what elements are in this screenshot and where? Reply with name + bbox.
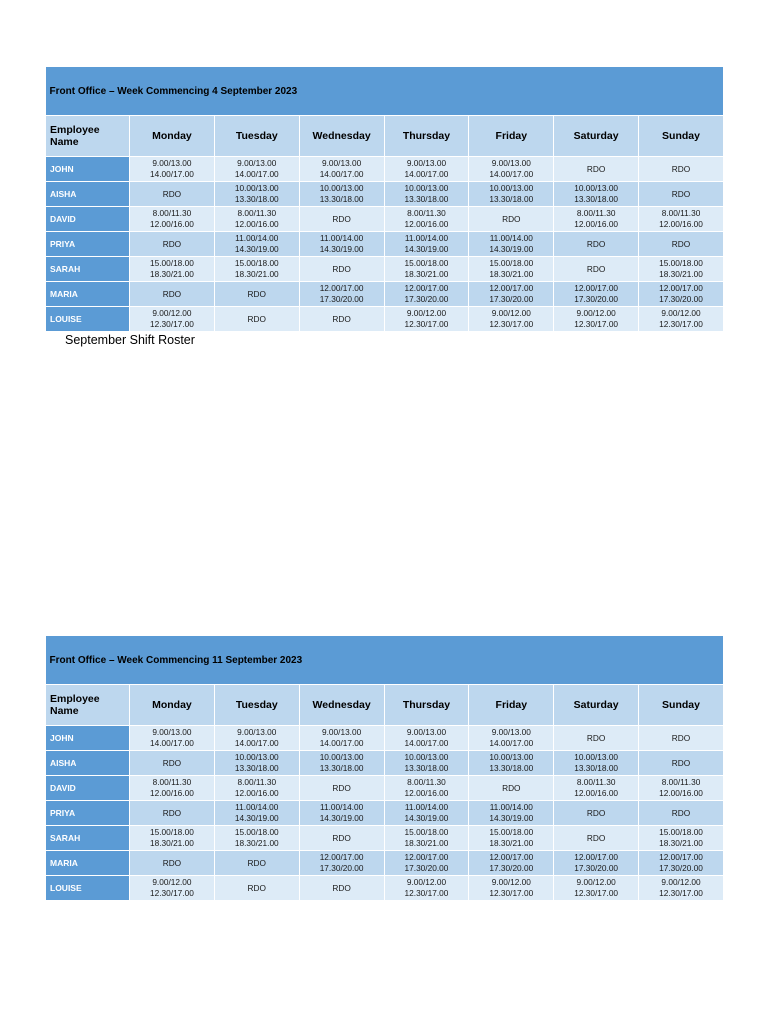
shift-cell: RDO — [214, 851, 299, 876]
shift-cell: 8.00/11.30 12.00/16.00 — [214, 776, 299, 801]
shift-cell: 9.00/13.00 14.00/17.00 — [130, 726, 215, 751]
roster-title: Front Office – Week Commencing 4 September 2023 — [46, 67, 724, 116]
shift-cell: RDO — [299, 776, 384, 801]
shift-cell: 10.00/13.00 13.30/18.00 — [554, 751, 639, 776]
shift-cell: 10.00/13.00 13.30/18.00 — [299, 751, 384, 776]
shift-cell: 9.00/12.00 12.30/17.00 — [554, 307, 639, 332]
roster-body — [46, 726, 724, 901]
employee-name-cell: DAVID — [46, 207, 130, 232]
shift-cell: 9.00/13.00 14.00/17.00 — [384, 157, 469, 182]
shift-cell: RDO — [639, 801, 724, 826]
table-row — [46, 751, 724, 776]
employee-name-cell: PRIYA — [46, 232, 130, 257]
table-row — [46, 307, 724, 332]
shift-cell: 15.00/18.00 18.30/21.00 — [214, 826, 299, 851]
table-row — [46, 207, 724, 232]
shift-cell: 9.00/13.00 14.00/17.00 — [299, 157, 384, 182]
day-header-monday: Monday — [130, 116, 215, 157]
shift-cell: 12.00/17.00 17.30/20.00 — [639, 282, 724, 307]
shift-cell: RDO — [554, 257, 639, 282]
shift-cell: 12.00/17.00 17.30/20.00 — [299, 851, 384, 876]
shift-cell: 9.00/13.00 14.00/17.00 — [214, 157, 299, 182]
day-header-sunday: Sunday — [639, 116, 724, 157]
shift-cell: 9.00/12.00 12.30/17.00 — [384, 307, 469, 332]
shift-cell: 10.00/13.00 13.30/18.00 — [469, 182, 554, 207]
shift-cell: 9.00/12.00 12.30/17.00 — [469, 307, 554, 332]
day-header-friday: Friday — [469, 685, 554, 726]
employee-name-cell: LOUISE — [46, 307, 130, 332]
shift-cell: 9.00/12.00 12.30/17.00 — [639, 876, 724, 901]
shift-cell: 11.00/14.00 14.30/19.00 — [384, 232, 469, 257]
day-header-wednesday: Wednesday — [299, 116, 384, 157]
employee-name-cell: DAVID — [46, 776, 130, 801]
table-row — [46, 257, 724, 282]
shift-cell: RDO — [130, 182, 215, 207]
employee-name-cell: LOUISE — [46, 876, 130, 901]
shift-cell: 9.00/12.00 12.30/17.00 — [384, 876, 469, 901]
shift-cell: RDO — [299, 876, 384, 901]
shift-cell: 15.00/18.00 18.30/21.00 — [130, 257, 215, 282]
shift-cell: RDO — [639, 726, 724, 751]
shift-cell: 15.00/18.00 18.30/21.00 — [130, 826, 215, 851]
day-header-friday: Friday — [469, 116, 554, 157]
table-row — [46, 876, 724, 901]
table-row — [46, 826, 724, 851]
table-row — [46, 232, 724, 257]
shift-cell: RDO — [299, 257, 384, 282]
shift-cell: 8.00/11.30 12.00/16.00 — [214, 207, 299, 232]
shift-cell: 10.00/13.00 13.30/18.00 — [469, 751, 554, 776]
employee-name-cell: MARIA — [46, 851, 130, 876]
day-header-thursday: Thursday — [384, 685, 469, 726]
employee-name-cell: AISHA — [46, 182, 130, 207]
table-row — [46, 282, 724, 307]
employee-name-cell: PRIYA — [46, 801, 130, 826]
shift-cell: 12.00/17.00 17.30/20.00 — [469, 282, 554, 307]
shift-cell: 9.00/13.00 14.00/17.00 — [130, 157, 215, 182]
shift-cell: RDO — [299, 307, 384, 332]
table-row — [46, 851, 724, 876]
shift-cell: 15.00/18.00 18.30/21.00 — [639, 826, 724, 851]
shift-cell: 9.00/12.00 12.30/17.00 — [639, 307, 724, 332]
shift-cell: 9.00/13.00 14.00/17.00 — [299, 726, 384, 751]
shift-cell: 12.00/17.00 17.30/20.00 — [639, 851, 724, 876]
shift-cell: 9.00/12.00 12.30/17.00 — [130, 876, 215, 901]
table-row — [46, 157, 724, 182]
shift-cell: RDO — [554, 157, 639, 182]
header-row — [46, 685, 724, 726]
day-header-saturday: Saturday — [554, 685, 639, 726]
day-header-tuesday: Tuesday — [214, 685, 299, 726]
table-row — [46, 182, 724, 207]
shift-cell: 11.00/14.00 14.30/19.00 — [469, 801, 554, 826]
shift-cell: 12.00/17.00 17.30/20.00 — [469, 851, 554, 876]
shift-cell: 12.00/17.00 17.30/20.00 — [554, 851, 639, 876]
shift-cell: RDO — [214, 876, 299, 901]
table-row — [46, 776, 724, 801]
shift-cell: RDO — [130, 801, 215, 826]
shift-cell: 9.00/13.00 14.00/17.00 — [469, 157, 554, 182]
roster-table-week-2 — [45, 636, 724, 901]
day-header-monday: Monday — [130, 685, 215, 726]
shift-cell: RDO — [299, 826, 384, 851]
shift-cell: 12.00/17.00 17.30/20.00 — [384, 282, 469, 307]
shift-cell: RDO — [554, 726, 639, 751]
shift-cell: 15.00/18.00 18.30/21.00 — [469, 826, 554, 851]
shift-cell: 8.00/11.30 12.00/16.00 — [554, 207, 639, 232]
shift-cell: RDO — [299, 207, 384, 232]
shift-cell: 8.00/11.30 12.00/16.00 — [384, 207, 469, 232]
shift-cell: RDO — [639, 232, 724, 257]
day-header-tuesday: Tuesday — [214, 116, 299, 157]
shift-cell: 15.00/18.00 18.30/21.00 — [384, 826, 469, 851]
shift-cell: 11.00/14.00 14.30/19.00 — [299, 232, 384, 257]
shift-cell: 12.00/17.00 17.30/20.00 — [554, 282, 639, 307]
employee-name-header: Employee Name — [46, 116, 130, 157]
shift-cell: RDO — [214, 282, 299, 307]
shift-cell: 11.00/14.00 14.30/19.00 — [214, 232, 299, 257]
shift-cell: 11.00/14.00 14.30/19.00 — [384, 801, 469, 826]
shift-cell: 8.00/11.30 12.00/16.00 — [130, 207, 215, 232]
shift-cell: 12.00/17.00 17.30/20.00 — [384, 851, 469, 876]
table-row — [46, 801, 724, 826]
shift-cell: RDO — [469, 776, 554, 801]
shift-cell: RDO — [214, 307, 299, 332]
day-header-saturday: Saturday — [554, 116, 639, 157]
shift-cell: 10.00/13.00 13.30/18.00 — [384, 751, 469, 776]
roster-title: Front Office – Week Commencing 11 September 2023 — [46, 636, 724, 685]
shift-cell: RDO — [130, 751, 215, 776]
header-row — [46, 116, 724, 157]
roster-caption: September Shift Roster — [65, 333, 195, 347]
day-header-wednesday: Wednesday — [299, 685, 384, 726]
shift-cell: 15.00/18.00 18.30/21.00 — [214, 257, 299, 282]
shift-cell: 10.00/13.00 13.30/18.00 — [384, 182, 469, 207]
shift-cell: RDO — [554, 232, 639, 257]
shift-cell: RDO — [469, 207, 554, 232]
shift-cell: 10.00/13.00 13.30/18.00 — [554, 182, 639, 207]
shift-cell: 12.00/17.00 17.30/20.00 — [299, 282, 384, 307]
shift-cell: RDO — [639, 157, 724, 182]
shift-cell: RDO — [130, 282, 215, 307]
shift-cell: 11.00/14.00 14.30/19.00 — [299, 801, 384, 826]
shift-cell: 8.00/11.30 12.00/16.00 — [130, 776, 215, 801]
shift-cell: RDO — [554, 801, 639, 826]
shift-cell: RDO — [130, 851, 215, 876]
shift-cell: 9.00/13.00 14.00/17.00 — [469, 726, 554, 751]
day-header-sunday: Sunday — [639, 685, 724, 726]
day-header-thursday: Thursday — [384, 116, 469, 157]
shift-cell: 15.00/18.00 18.30/21.00 — [469, 257, 554, 282]
shift-cell: 11.00/14.00 14.30/19.00 — [214, 801, 299, 826]
employee-name-cell: SARAH — [46, 826, 130, 851]
shift-cell: 8.00/11.30 12.00/16.00 — [554, 776, 639, 801]
shift-cell: 9.00/13.00 14.00/17.00 — [214, 726, 299, 751]
employee-name-cell: SARAH — [46, 257, 130, 282]
roster-body — [46, 157, 724, 332]
shift-cell: 9.00/13.00 14.00/17.00 — [384, 726, 469, 751]
employee-name-cell: JOHN — [46, 726, 130, 751]
shift-cell: 8.00/11.30 12.00/16.00 — [639, 207, 724, 232]
shift-cell: 10.00/13.00 13.30/18.00 — [214, 182, 299, 207]
shift-cell: RDO — [639, 182, 724, 207]
shift-cell: 11.00/14.00 14.30/19.00 — [469, 232, 554, 257]
shift-cell: 15.00/18.00 18.30/21.00 — [639, 257, 724, 282]
employee-name-cell: JOHN — [46, 157, 130, 182]
shift-cell: RDO — [554, 826, 639, 851]
shift-cell: 10.00/13.00 13.30/18.00 — [299, 182, 384, 207]
shift-cell: 9.00/12.00 12.30/17.00 — [130, 307, 215, 332]
employee-name-cell: MARIA — [46, 282, 130, 307]
shift-cell: 10.00/13.00 13.30/18.00 — [214, 751, 299, 776]
shift-cell: 9.00/12.00 12.30/17.00 — [469, 876, 554, 901]
shift-cell: RDO — [130, 232, 215, 257]
roster-table-week-1 — [45, 67, 724, 332]
shift-cell: 8.00/11.30 12.00/16.00 — [639, 776, 724, 801]
shift-cell: RDO — [639, 751, 724, 776]
employee-name-header: Employee Name — [46, 685, 130, 726]
table-row — [46, 726, 724, 751]
shift-cell: 15.00/18.00 18.30/21.00 — [384, 257, 469, 282]
employee-name-cell: AISHA — [46, 751, 130, 776]
shift-cell: 9.00/12.00 12.30/17.00 — [554, 876, 639, 901]
shift-cell: 8.00/11.30 12.00/16.00 — [384, 776, 469, 801]
